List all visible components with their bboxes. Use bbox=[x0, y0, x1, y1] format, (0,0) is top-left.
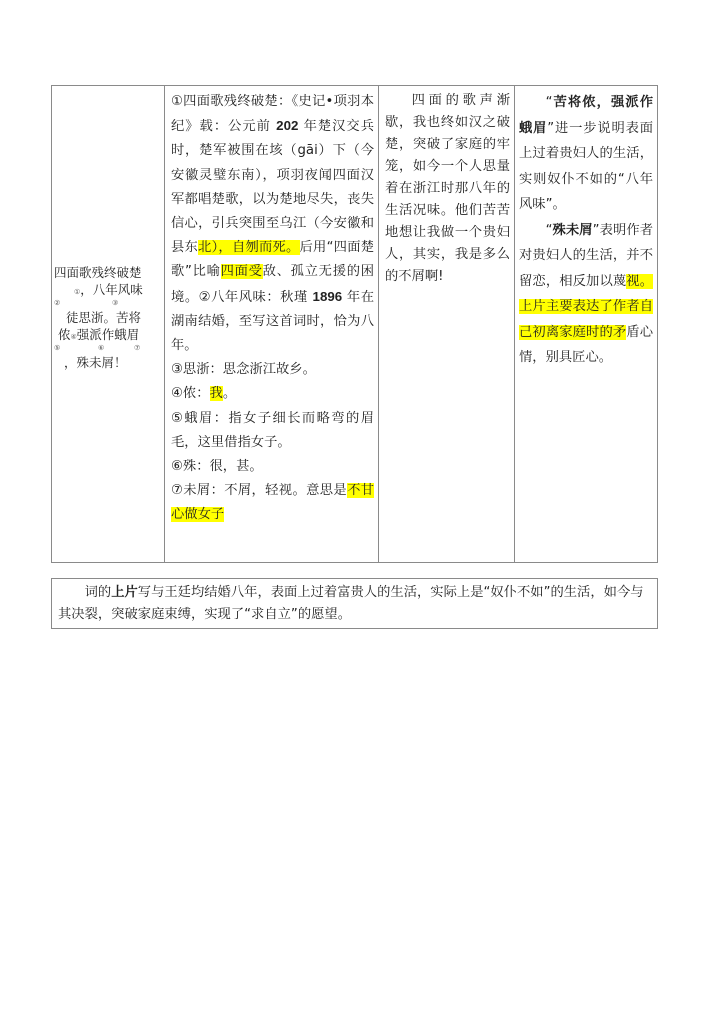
footnote-markers-row-1 bbox=[54, 298, 162, 309]
poem-line-3: 徒思浙。苦将 bbox=[66, 310, 142, 325]
summary-paragraph bbox=[58, 582, 651, 626]
quote-mark: “ bbox=[545, 95, 553, 110]
poem-text bbox=[54, 264, 162, 371]
analysis-highlight: 视。上片主要表达了作者自己初离家庭时的矛 bbox=[519, 273, 654, 340]
analysis-text bbox=[515, 86, 657, 371]
note-6: ⑥殊：很，甚。 bbox=[171, 459, 263, 475]
poem-line-1: 四面歌残终破楚 bbox=[54, 265, 142, 280]
annotation-table bbox=[51, 85, 658, 563]
analysis-paragraph-2-text-b: 盾心情，别具匠心。 bbox=[519, 324, 654, 365]
footnote-marker-3: ③ bbox=[112, 299, 119, 307]
footnote-marker-5: ⑤ bbox=[54, 344, 61, 352]
note-1-year: 202 bbox=[276, 118, 299, 134]
note-4-text-a: ④侬： bbox=[171, 386, 210, 402]
note-1-highlight-1: 北），自刎而死。 bbox=[198, 240, 300, 256]
quote-mark: “ bbox=[545, 222, 553, 238]
translation-paragraph: 四面的歌声渐歇，我也终如汉之破楚，突破了家庭的牢笼，如今一个人思量着在浙江时那八年的生活况味。他们苦苦地想让我做一个贵妇人，其实，我是多么的不屑啊! bbox=[385, 93, 510, 284]
footnote-marker-2: ② bbox=[54, 299, 61, 307]
note-4 bbox=[171, 382, 374, 406]
analysis-paragraph-1 bbox=[519, 90, 653, 218]
note-3: ③思浙：思念浙江故乡。 bbox=[171, 362, 316, 378]
summary-box bbox=[51, 578, 658, 629]
poem-column bbox=[52, 86, 165, 562]
note-1-highlight-2: 四面受 bbox=[220, 264, 263, 280]
note-7 bbox=[171, 479, 374, 527]
notes-column bbox=[165, 86, 379, 562]
summary-text-b: 写与王廷均结婚八年，表面上过着富贵人的生活，实际上是“奴仆不如”的生活，如今与其决裂，突破家庭束缚，实现了“求自立”的愿望。 bbox=[58, 585, 644, 622]
note-2-text-a: ②八年风味：秋瑾 bbox=[198, 289, 313, 305]
analysis-paragraph-2 bbox=[519, 218, 653, 371]
notes-text bbox=[165, 86, 378, 528]
poem-line-4 bbox=[54, 326, 162, 343]
footnote-marker-7: ⑦ bbox=[134, 344, 141, 352]
note-5: ⑤蛾眉：指女子细长而略弯的眉毛，这里借指女子。 bbox=[171, 410, 374, 450]
poem-line-4b: 强派作蛾眉 bbox=[76, 327, 140, 342]
note-4-highlight: 我 bbox=[209, 386, 223, 402]
summary-text-a: 词的 bbox=[84, 585, 112, 600]
poem-line-2 bbox=[54, 281, 162, 298]
note-1-text-a: ①四面歌残终破楚：《史记•项羽本纪》载：公元前 bbox=[171, 94, 374, 135]
note-4-text-b: 。 bbox=[222, 386, 237, 402]
footnote-marker-4: ④ bbox=[70, 333, 77, 341]
translation-column bbox=[379, 86, 515, 562]
footnote-marker-1: ① bbox=[74, 288, 81, 296]
poem-line-2-text: ，八年风味 bbox=[80, 282, 143, 297]
summary-bold: 上片 bbox=[111, 585, 138, 600]
note-2-year: 1896 bbox=[312, 288, 343, 304]
translation-text bbox=[379, 86, 514, 288]
note-1-text-b: 年楚汉交兵时，楚军被围在垓（gāi）下（今安徽灵璧东南），项羽夜闻四面汉军都唱楚歌，以为楚地尽失，丧失信心，引兵突围至乌江（今安徽和县东 bbox=[171, 119, 374, 256]
note-7-text-a: ⑦未屑：不屑，轻视。意思是 bbox=[171, 483, 348, 499]
note-1-text-d: 敌、孤立无援的困境。 bbox=[171, 264, 375, 305]
poem-line-4a: 侬 bbox=[58, 327, 71, 342]
footnote-marker-6: ⑥ bbox=[98, 344, 105, 352]
note-2-text-b: 年在湖南结婚，至写这首词时，恰为八年。 bbox=[171, 289, 374, 354]
analysis-quote-2: 殊未屑 bbox=[552, 222, 593, 238]
analysis-paragraph-2-text-a: ”表明作者对贵妇人的生活，并不留恋，相反加以蔑 bbox=[519, 222, 654, 289]
analysis-column bbox=[515, 86, 657, 562]
footnote-markers-row-2 bbox=[54, 343, 162, 354]
note-1-text-c: 后用“四面楚歌”比喻 bbox=[171, 240, 375, 280]
note-7-highlight: 不甘心做女子 bbox=[171, 483, 375, 523]
analysis-paragraph-1-text: ”进一步说明表面上过着贵妇人的生活，实则奴仆不如的“八年风味”。 bbox=[519, 120, 654, 212]
poem-line-5: ，殊未屑！ bbox=[64, 355, 127, 370]
analysis-quote-1: 苦将侬，强派作蛾眉 bbox=[519, 95, 653, 136]
note-1 bbox=[171, 90, 374, 358]
